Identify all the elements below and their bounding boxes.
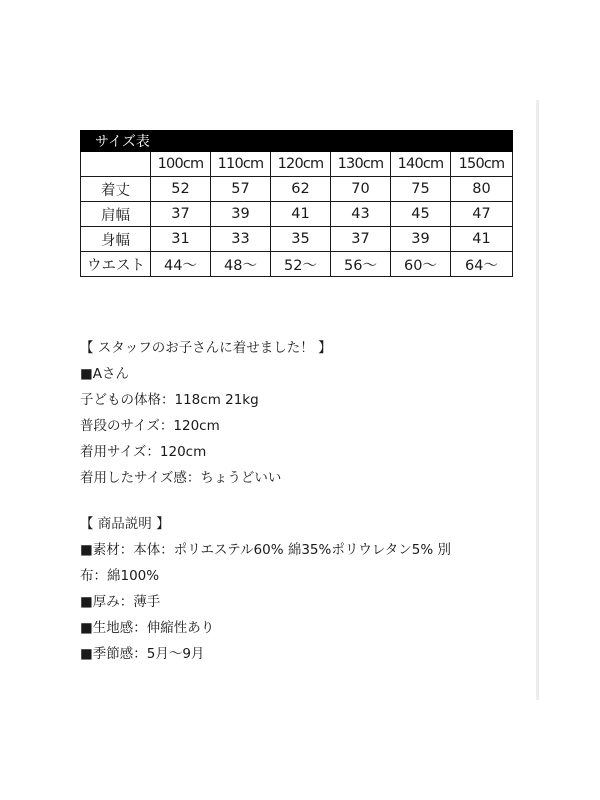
size-column-header: 110cm bbox=[211, 152, 271, 177]
table-cell: 48〜 bbox=[211, 252, 271, 277]
size-table-header-row bbox=[81, 152, 513, 177]
table-cell: 33 bbox=[211, 227, 271, 252]
staff-usual-size: 普段のサイズ：120cm bbox=[80, 418, 220, 434]
table-row bbox=[81, 177, 513, 202]
table-cell: 37 bbox=[331, 227, 391, 252]
product-thickness: ■厚み：薄手 bbox=[80, 594, 161, 610]
table-cell: 57 bbox=[211, 177, 271, 202]
table-cell: 44〜 bbox=[151, 252, 211, 277]
size-table-corner bbox=[81, 152, 151, 177]
table-cell: 80 bbox=[451, 177, 513, 202]
row-label-shoulder: 肩幅 bbox=[81, 202, 151, 227]
table-cell: 37 bbox=[151, 202, 211, 227]
table-cell: 75 bbox=[391, 177, 451, 202]
table-cell: 41 bbox=[271, 202, 331, 227]
table-cell: 41 bbox=[451, 227, 513, 252]
size-table-title-row bbox=[81, 131, 513, 152]
row-label-length: 着丈 bbox=[81, 177, 151, 202]
table-cell: 39 bbox=[211, 202, 271, 227]
product-heading: 【 商品説明 】 bbox=[80, 516, 170, 532]
table-cell: 60〜 bbox=[391, 252, 451, 277]
table-row bbox=[81, 202, 513, 227]
row-label-waist: ウエスト bbox=[81, 252, 151, 277]
table-cell: 62 bbox=[271, 177, 331, 202]
staff-body-size: 子どもの体格：118cm 21kg bbox=[80, 392, 259, 408]
table-cell: 31 bbox=[151, 227, 211, 252]
table-cell: 43 bbox=[331, 202, 391, 227]
row-label-width: 身幅 bbox=[81, 227, 151, 252]
table-cell: 52〜 bbox=[271, 252, 331, 277]
staff-fit: 着用したサイズ感：ちょうどいい bbox=[80, 470, 282, 486]
size-table bbox=[80, 130, 513, 277]
table-cell: 39 bbox=[391, 227, 451, 252]
section-gap bbox=[80, 495, 530, 515]
table-row bbox=[81, 227, 513, 252]
staff-worn-size: 着用サイズ：120cm bbox=[80, 444, 207, 460]
table-cell: 35 bbox=[271, 227, 331, 252]
size-table-title: サイズ表 bbox=[81, 131, 513, 152]
side-divider bbox=[536, 100, 539, 700]
size-column-header: 120cm bbox=[271, 152, 331, 177]
product-season: ■季節感：5月〜9月 bbox=[80, 646, 205, 662]
table-cell: 45 bbox=[391, 202, 451, 227]
table-row bbox=[81, 252, 513, 277]
product-material-cont: 布：綿100% bbox=[80, 568, 160, 584]
product-texture: ■生地感：伸縮性あり bbox=[80, 620, 215, 636]
size-column-header: 130cm bbox=[331, 152, 391, 177]
product-material: ■素材：本体：ポリエステル60% 綿35%ポリウレタン5% 別 bbox=[80, 542, 452, 558]
table-cell: 47 bbox=[451, 202, 513, 227]
table-cell: 52 bbox=[151, 177, 211, 202]
size-column-header: 140cm bbox=[391, 152, 451, 177]
table-cell: 70 bbox=[331, 177, 391, 202]
staff-person: ■Aさん bbox=[80, 366, 129, 382]
size-column-header: 100cm bbox=[151, 152, 211, 177]
size-column-header: 150cm bbox=[451, 152, 513, 177]
staff-heading: 【 スタッフのお子さんに着せました！ 】 bbox=[80, 340, 332, 356]
table-cell: 56〜 bbox=[331, 252, 391, 277]
description-text bbox=[80, 339, 530, 671]
table-cell: 64〜 bbox=[451, 252, 513, 277]
